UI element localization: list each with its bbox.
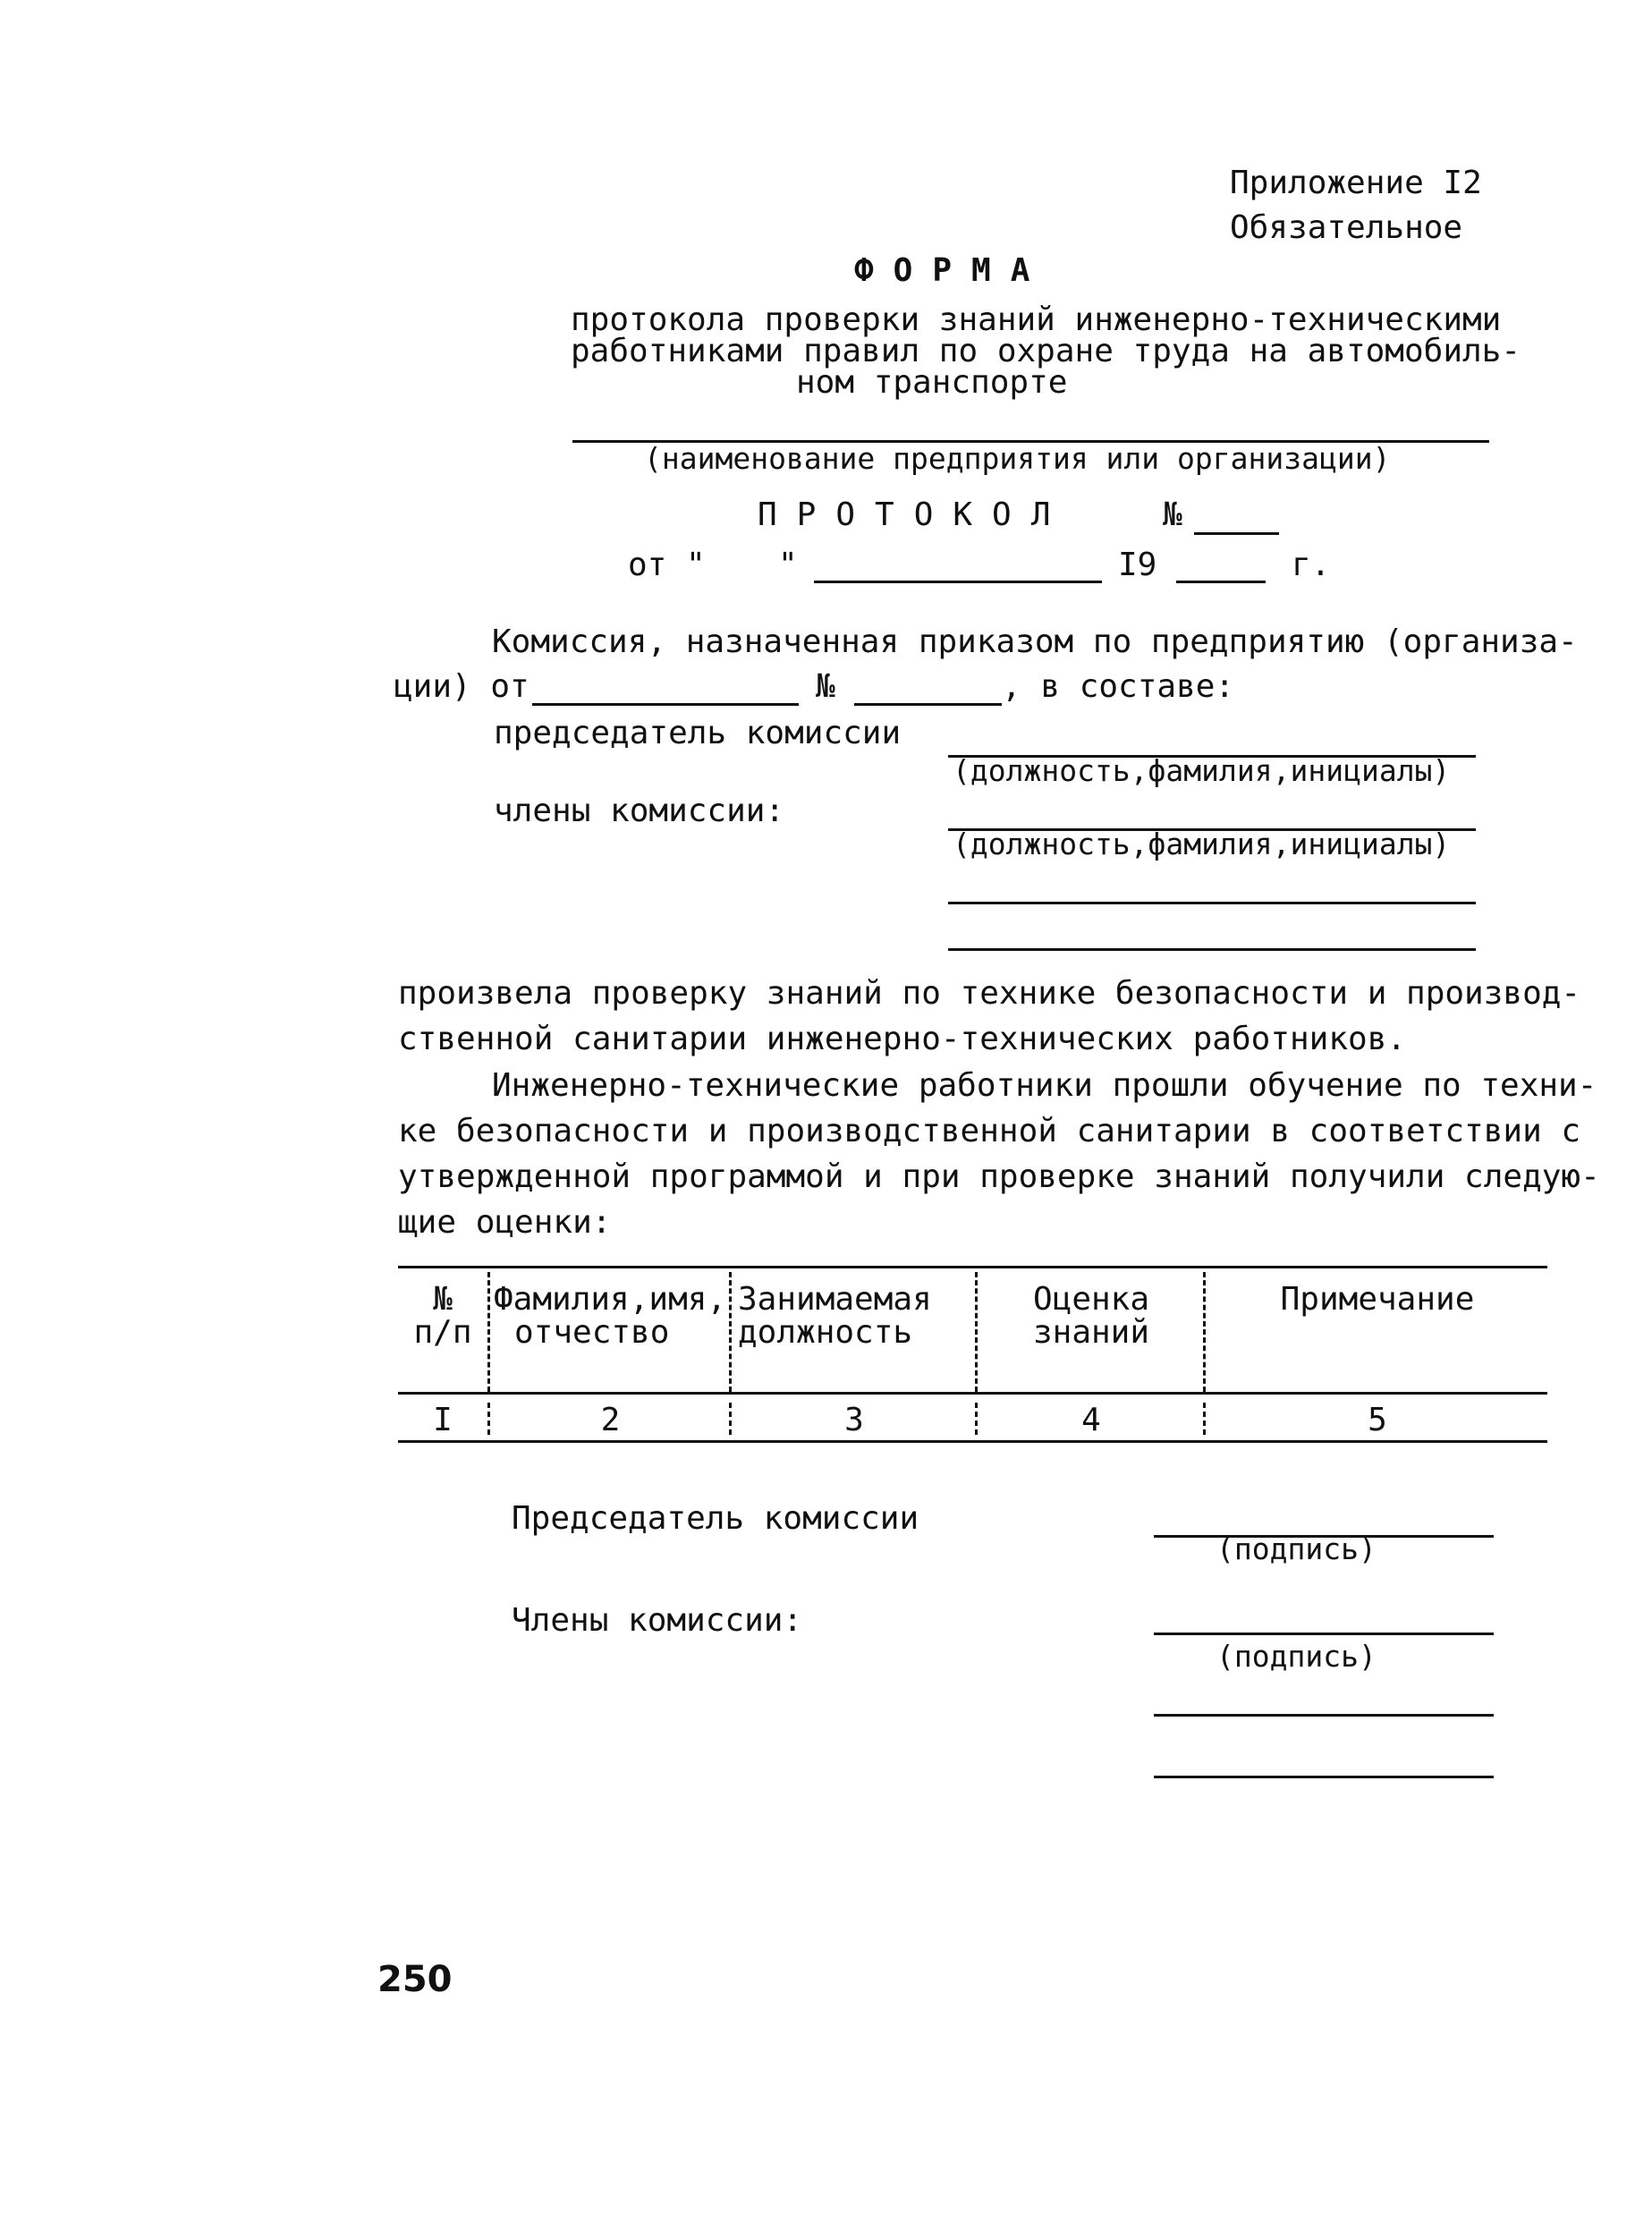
body-p2-line3: утвержденной программой и при проверке знаний получили следую-: [398, 1158, 1600, 1195]
order-number-line: [854, 703, 1002, 706]
protocol-title: ПРОТОКОЛ: [758, 496, 1071, 533]
chairman-signature-caption: (подпись): [1216, 1531, 1377, 1566]
body-p1-line2: ственной санитарии инженерно-технических работников.: [398, 1021, 1407, 1057]
member-position-caption: (должность,фамилия,инициалы): [953, 827, 1451, 861]
organization-caption: (наименование предприятия или организации): [644, 441, 1391, 476]
body-p2-line4: щие оценки:: [398, 1204, 612, 1241]
form-subtitle-line3: ном транспорте: [796, 364, 1068, 401]
table-header-col5-line1: Примечание: [1280, 1281, 1475, 1318]
table-col-separator: [487, 1403, 490, 1435]
table-col-separator: [1203, 1403, 1206, 1435]
page-number: 250: [377, 1959, 453, 2000]
table-colnum-3: 3: [844, 1402, 864, 1438]
order-number-sign: №: [816, 668, 835, 705]
table-col-separator: [1203, 1272, 1206, 1392]
protocol-number-sign: №: [1163, 496, 1182, 533]
table-header-col1-line1: №: [433, 1281, 453, 1318]
body-p2-line2: ке безопасности и производственной санитарии в соответствии с: [398, 1113, 1581, 1149]
chairman-position-caption: (должность,фамилия,инициалы): [953, 753, 1451, 788]
table-col-separator: [729, 1272, 732, 1392]
form-title: ФОРМА: [854, 252, 1050, 289]
table-header-separator: [398, 1392, 1547, 1395]
commission-intro-line2-part1: ции) от: [394, 668, 529, 705]
table-col-separator: [487, 1272, 490, 1392]
order-date-line: [532, 703, 799, 706]
signature-chairman-label: Председатель комиссии: [512, 1500, 919, 1537]
appendix-label: Приложение I2: [1230, 165, 1482, 201]
member-line-3: [948, 948, 1476, 951]
table-colnum-5: 5: [1368, 1402, 1387, 1438]
table-header-col2-line1: Фамилия,имя,: [494, 1281, 727, 1318]
table-header-col4-line1: Оценка: [1032, 1281, 1150, 1318]
table-top-border: [398, 1266, 1547, 1268]
table-header-col1-line2: п/п: [413, 1314, 472, 1351]
form-subtitle-line1: протокола проверки знаний инженерно-техническими: [571, 301, 1502, 338]
appendix-status: Обязательное: [1230, 209, 1463, 246]
table-colnum-1: I: [433, 1402, 453, 1438]
form-subtitle-line2: работниками правил по охране труда на автомобиль-: [571, 333, 1521, 369]
date-from-label: от ": [628, 547, 706, 583]
member-signature-caption: (подпись): [1216, 1639, 1377, 1674]
date-quote: ": [778, 547, 798, 583]
table-header-col3-line2: должность: [738, 1314, 913, 1351]
table-colnum-4: 4: [1081, 1402, 1101, 1438]
chairman-label: председатель комиссии: [494, 715, 902, 751]
protocol-number-line: [1194, 532, 1279, 535]
member-signature-line-1: [1154, 1633, 1494, 1635]
commission-intro-line1: Комиссия, назначенная приказом по предприятию (организа-: [492, 623, 1578, 660]
member-line-2: [948, 902, 1476, 904]
body-p2-line1: Инженерно-технические работники прошли обучение по техни-: [492, 1067, 1597, 1104]
date-month-line: [814, 581, 1102, 583]
table-col-separator: [975, 1403, 978, 1435]
table-col-separator: [729, 1403, 732, 1435]
member-signature-line-2: [1154, 1714, 1494, 1717]
table-header-col4-line2: знаний: [1032, 1314, 1150, 1351]
commission-intro-line2-part2: , в составе:: [1002, 668, 1235, 705]
year-line: [1176, 581, 1266, 583]
signature-members-label: Члены комиссии:: [512, 1602, 803, 1639]
table-col-separator: [975, 1272, 978, 1392]
table-colnum-2: 2: [600, 1402, 621, 1438]
body-p1-line1: произвела проверку знаний по технике безопасности и производ-: [398, 975, 1581, 1012]
table-header-col2-line2: отчество: [514, 1314, 670, 1351]
table-bottom-border: [398, 1440, 1547, 1443]
member-signature-line-3: [1154, 1776, 1494, 1778]
year-prefix: I9: [1118, 547, 1157, 583]
members-label: члены комиссии:: [494, 793, 785, 829]
year-suffix: г.: [1292, 547, 1331, 583]
table-header-col3-line1: Занимаемая: [738, 1281, 932, 1318]
